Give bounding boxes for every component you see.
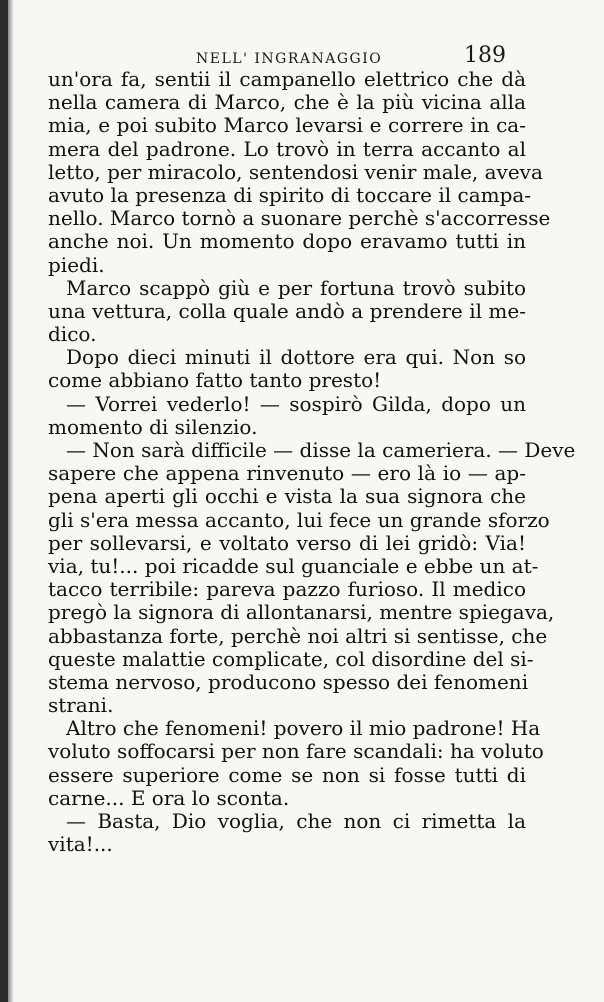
binding-edge [0,0,8,1002]
text-line: come abbiano fatto tanto presto! [48,368,382,393]
binding-shadow [8,0,14,1002]
text-line: piedi. [48,252,105,277]
running-title: NELL' INGRANAGGIO [196,51,383,67]
text-line: mera del padrone. Lo trovò in terra accanto al [48,136,526,161]
text-line: un'ora fa, sentii il campanello elettrico che dà [48,67,526,91]
text-line: — Non sarà difficile — disse la cameriera. — Deve [66,438,576,462]
text-line: carne... E ora lo sconta. [48,785,290,810]
text-line: mia, e poi subito Marco levarsi e correre in ca- [48,113,526,138]
text-line: voluto soffocarsi per non fare scandali: ha voluto [48,739,544,764]
text-line: vita!... [48,832,113,857]
text-line: dico. [48,322,97,347]
page-number: 189 [464,43,506,68]
text-line: — Vorrei vederlo! — sospirò Gilda, dopo un [66,391,526,416]
text-line: sapere che appena rinvenuto — ero là io — ap- [48,461,526,486]
text-line: letto, per miracolo, sentendosi venir male, aveva [48,159,543,184]
text-line: essere superiore come se non si fosse tutti di [48,762,526,787]
text-line: Marco scappò giù e per fortuna trovò subito [66,275,526,300]
text-line: per sollevarsi, e voltato verso di lei gridò: Via! [48,530,526,555]
text-line: stema nervoso, producono spesso dei fenomeni [48,669,529,694]
text-line: avuto la presenza di spirito di toccare il campa- [48,182,532,207]
text-line: pena aperti gli occhi e vista la sua signora che [48,484,526,509]
body-text [48,67,576,857]
text-line: Altro che fenomeni! povero il mio padrone! Ha [66,716,541,741]
text-line: nella camera di Marco, che è la più vicina alla [48,90,526,115]
text-line: pregò la signora di allontanarsi, mentre spiegava, [48,600,555,625]
text-line: strani. [48,693,114,718]
text-line: Dopo dieci minuti il dottore era qui. Non so [66,345,526,370]
text-line: tacco terribile: pareva pazzo furioso. Il medico [48,577,526,602]
text-line: via, tu!... poi ricadde sul guanciale e ebbe un at- [48,553,539,578]
text-line: una vettura, colla quale andò a prendere il me- [48,298,526,323]
text-line: queste malattie complicate, col disordine del si- [48,646,534,671]
text-line: gli s'era messa accanto, lui fece un grande sforzo [48,507,550,532]
text-line: momento di silenzio. [48,414,258,439]
text-line: abbastanza forte, perchè noi altri si sentisse, che [48,623,548,648]
text-line: nello. Marco tornò a suonare perchè s'accorresse [48,206,551,231]
text-line: anche noi. Un momento dopo eravamo tutti in [48,229,526,254]
text-line: — Basta, Dio voglia, che non ci rimetta la [66,809,526,833]
